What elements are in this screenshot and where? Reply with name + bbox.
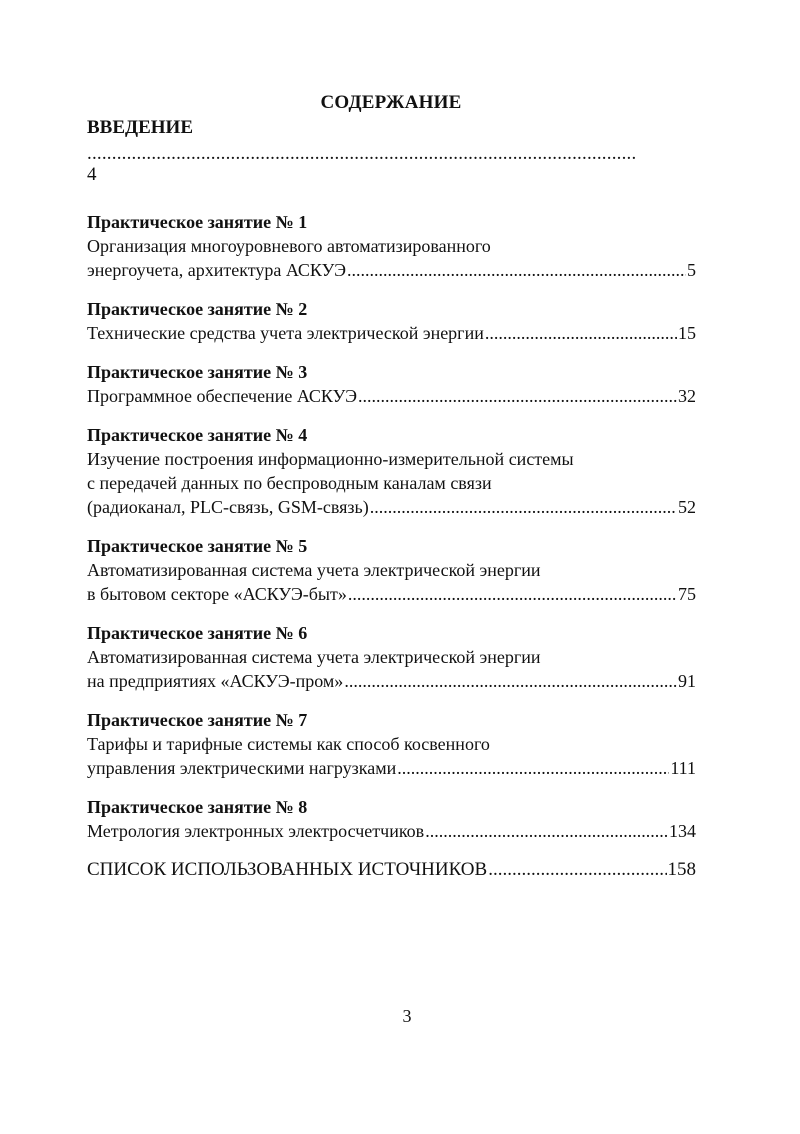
leader-dots [347, 258, 686, 282]
entry-title-text: Технические средства учета электрической энергии [87, 323, 484, 343]
entry-page-number: 75 [678, 584, 696, 604]
entry-heading: Практическое занятие № 7 [87, 710, 308, 730]
leader-dots [344, 669, 677, 693]
leader-dots [358, 384, 677, 408]
entry-title-text: Программное обеспечение АСКУЭ [87, 386, 357, 406]
entry-page-number: 15 [678, 323, 696, 343]
entry-title-text: Метрология электронных электросчетчиков [87, 821, 425, 841]
toc-entry [87, 795, 696, 843]
toc-entry [87, 360, 696, 408]
entry-title-last-line [87, 258, 696, 282]
sources-line [87, 858, 696, 882]
entry-title-line: Изучение построения информационно-измерительной системы [87, 449, 574, 469]
entry-title-text: на предприятиях «АСКУЭ-пром» [87, 671, 344, 691]
page-number: 3 [402, 1006, 412, 1026]
sources-label: СПИСОК ИСПОЛЬЗОВАННЫХ ИСТОЧНИКОВ [87, 859, 488, 880]
entry-page-number: 5 [687, 260, 696, 280]
entry-page-number: 32 [678, 386, 696, 406]
entry-title-text: (радиоканал, PLC-связь, GSM-связь) [87, 497, 369, 517]
entry-page-number: 111 [670, 758, 696, 778]
entry-title-text: в бытовом секторе «АСКУЭ-быт» [87, 584, 347, 604]
entry-page-number: 52 [678, 497, 696, 517]
entry-title-last-line [87, 321, 696, 345]
leader-dots [348, 582, 677, 606]
entry-title-last-line [87, 819, 696, 843]
sources-page-number: 158 [667, 859, 696, 880]
entry-title-last-line [87, 384, 696, 408]
leader-dots [397, 756, 669, 780]
toc-entry [87, 621, 696, 693]
entry-title-line: Автоматизированная система учета электрической энергии [87, 560, 541, 580]
leader-dots [485, 321, 677, 345]
intro-heading: ВВЕДЕНИЕ [87, 117, 193, 138]
entry-title-text: энергоучета, архитектура АСКУЭ [87, 260, 346, 280]
toc-entry [87, 534, 696, 606]
entry-title-last-line [87, 495, 696, 519]
entry-title-text: управления электрическими нагрузками [87, 758, 397, 778]
toc-entry [87, 210, 696, 282]
entry-heading: Практическое занятие № 6 [87, 623, 308, 643]
entry-heading: Практическое занятие № 2 [87, 299, 308, 319]
toc-entries [87, 210, 696, 882]
toc-entry [87, 423, 696, 519]
entry-title-line: Организация многоуровневого автоматизированного [87, 236, 491, 256]
entry-title-line: с передачей данных по беспроводным каналам связи [87, 473, 492, 493]
leader-dots [425, 819, 668, 843]
entry-page-number: 134 [669, 821, 696, 841]
entry-title-line: Автоматизированная система учета электрической энергии [87, 647, 541, 667]
entry-heading: Практическое занятие № 4 [87, 425, 308, 445]
entry-title-last-line [87, 756, 696, 780]
entry-heading: Практическое занятие № 1 [87, 212, 308, 232]
page-title: СОДЕРЖАНИЕ [320, 92, 462, 113]
leader-dots [488, 858, 666, 882]
entry-heading: Практическое занятие № 5 [87, 536, 308, 556]
entry-title-last-line [87, 582, 696, 606]
intro-page-number: 4 [87, 164, 97, 185]
toc-entry [87, 297, 696, 345]
entry-heading: Практическое занятие № 3 [87, 362, 308, 382]
intro-leader-dots: ............................................................................................................... [87, 143, 637, 164]
leader-dots [370, 495, 677, 519]
entry-title-last-line [87, 669, 696, 693]
toc-entry [87, 708, 696, 780]
entry-heading: Практическое занятие № 8 [87, 797, 308, 817]
entry-title-line: Тарифы и тарифные системы как способ косвенного [87, 734, 490, 754]
sources-entry [87, 858, 696, 882]
entry-page-number: 91 [678, 671, 696, 691]
